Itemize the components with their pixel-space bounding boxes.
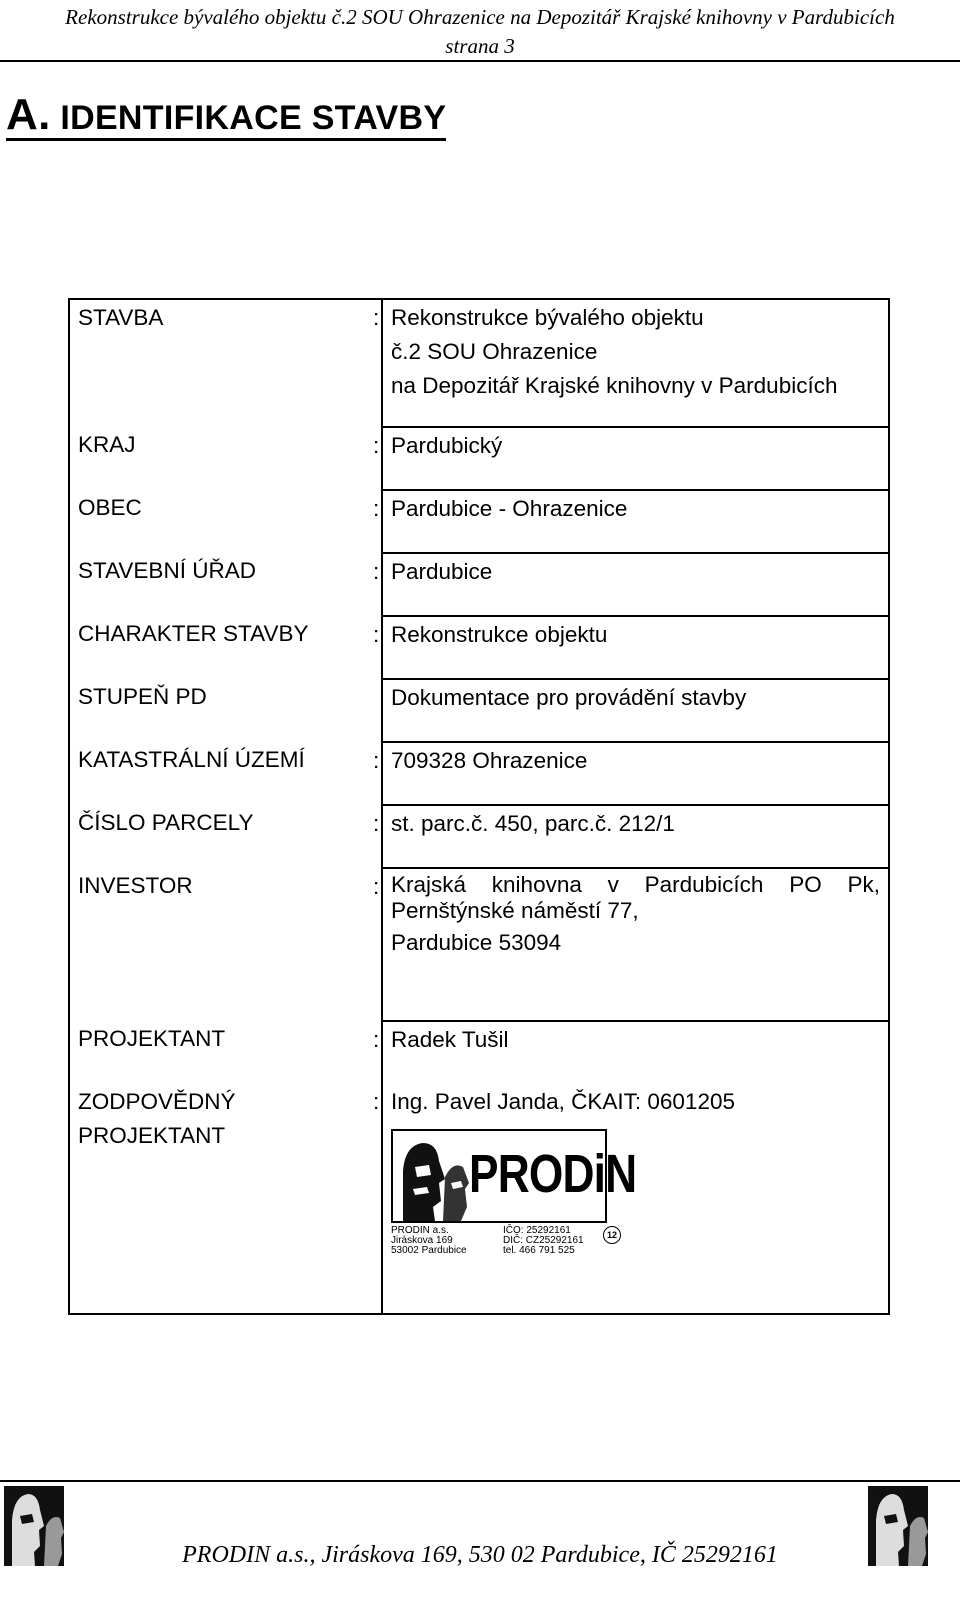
katastr-value: 709328 Ohrazenice: [391, 748, 588, 773]
colon: :: [373, 811, 380, 836]
row-value: [373, 616, 889, 679]
row-label: OBEC: [69, 490, 382, 553]
colon: :: [373, 559, 380, 584]
identification-table: [68, 298, 890, 1315]
table-row: [69, 1021, 889, 1084]
moai-icon: [393, 1131, 473, 1221]
projektant-value: Radek Tušil: [391, 1027, 509, 1052]
table-row: [69, 616, 889, 679]
row-label: [69, 1084, 382, 1314]
row-value: [373, 868, 889, 1021]
logo-badge: 12: [603, 1226, 621, 1244]
row-value: [373, 742, 889, 805]
colon: :: [373, 1027, 380, 1052]
table-row: [69, 805, 889, 868]
colon: :: [373, 748, 380, 773]
investor-line-2: Pernštýnské náměstí 77,: [391, 898, 639, 923]
charakter-value: Rekonstrukce objektu: [391, 622, 608, 647]
row-label: PROJEKTANT: [69, 1021, 382, 1084]
logo-tel: tel. 466 791 525: [503, 1245, 575, 1256]
row-value: [373, 299, 889, 427]
row-value: [373, 553, 889, 616]
section-heading: [6, 90, 447, 141]
parcela-value: st. parc.č. 450, parc.č. 212/1: [391, 811, 675, 836]
section-letter: A.: [6, 90, 51, 139]
header-divider: [0, 60, 960, 62]
logo-ico: IČO: 25292161: [503, 1225, 571, 1236]
prodin-logo: [391, 1129, 637, 1256]
row-value: [373, 1084, 889, 1314]
row-label: KATASTRÁLNÍ ÚZEMÍ: [69, 742, 382, 805]
logo-image: [391, 1129, 637, 1223]
zodpovedny-label-2: PROJEKTANT: [78, 1123, 226, 1148]
table-row: [69, 742, 889, 805]
logo-company: PRODIN a.s.: [391, 1225, 449, 1236]
investor-line-3: Pardubice 53094: [391, 930, 562, 955]
row-value: [373, 490, 889, 553]
stavba-line-3: na Depozitář Krajské knihovny v Pardubicích: [391, 373, 838, 398]
colon: :: [373, 874, 380, 899]
row-value: [373, 805, 889, 868]
table-row: [69, 1084, 889, 1314]
stavba-line-1: Rekonstrukce bývalého objektu: [391, 305, 704, 330]
section-title: IDENTIFIKACE STAVBY: [60, 99, 447, 137]
row-label: STAVEBNÍ ÚŘAD: [69, 553, 382, 616]
row-value: [373, 1021, 889, 1084]
logo-street: Jiráskova 169: [391, 1235, 453, 1246]
stupen-value: Dokumentace pro provádění stavby: [391, 685, 747, 710]
page-number: strana 3: [445, 34, 515, 58]
investor-line-1: Krajská knihovna v Pardubicích PO Pk,: [391, 872, 880, 897]
row-label: ČÍSLO PARCELY: [69, 805, 382, 868]
row-label: STAVBA: [69, 299, 382, 427]
table-row: [69, 299, 889, 427]
logo-company-info: [391, 1226, 641, 1256]
zodpovedny-label-1: ZODPOVĚDNÝ: [78, 1089, 236, 1114]
row-value: [373, 427, 889, 490]
obec-value: Pardubice - Ohrazenice: [391, 496, 628, 521]
colon: :: [373, 496, 380, 521]
logo-wordmark: PRODiN: [469, 1144, 637, 1204]
logo-dic: DIČ: CZ25292161: [503, 1235, 584, 1246]
footer-text: PRODIN a.s., Jiráskova 169, 530 02 Pardubice, IČ 25292161: [182, 1542, 778, 1568]
stavba-line-2: č.2 SOU Ohrazenice: [391, 339, 598, 364]
document-header-title: Rekonstrukce bývalého objektu č.2 SOU Ohrazenice na Depozitář Krajské knihovny v Pardubicích: [65, 5, 895, 29]
kraj-value: Pardubický: [391, 433, 503, 458]
row-label: CHARAKTER STAVBY: [69, 616, 382, 679]
table-row: [69, 490, 889, 553]
footer-divider: [0, 1480, 960, 1482]
colon: :: [373, 622, 380, 647]
row-label: KRAJ: [69, 427, 382, 490]
colon: :: [373, 1089, 380, 1114]
colon: :: [373, 433, 380, 458]
zodpovedny-value: Ing. Pavel Janda, ČKAIT: 0601205: [391, 1089, 735, 1114]
row-label: INVESTOR: [69, 868, 382, 1021]
row-label: STUPEŇ PD: [69, 679, 382, 742]
table-row: [69, 553, 889, 616]
table-row: [69, 868, 889, 1021]
urad-value: Pardubice: [391, 559, 493, 584]
row-value: [382, 679, 889, 742]
table-row: [69, 427, 889, 490]
table-row: [69, 679, 889, 742]
colon: :: [373, 305, 380, 330]
logo-city: 53002 Pardubice: [391, 1245, 467, 1256]
